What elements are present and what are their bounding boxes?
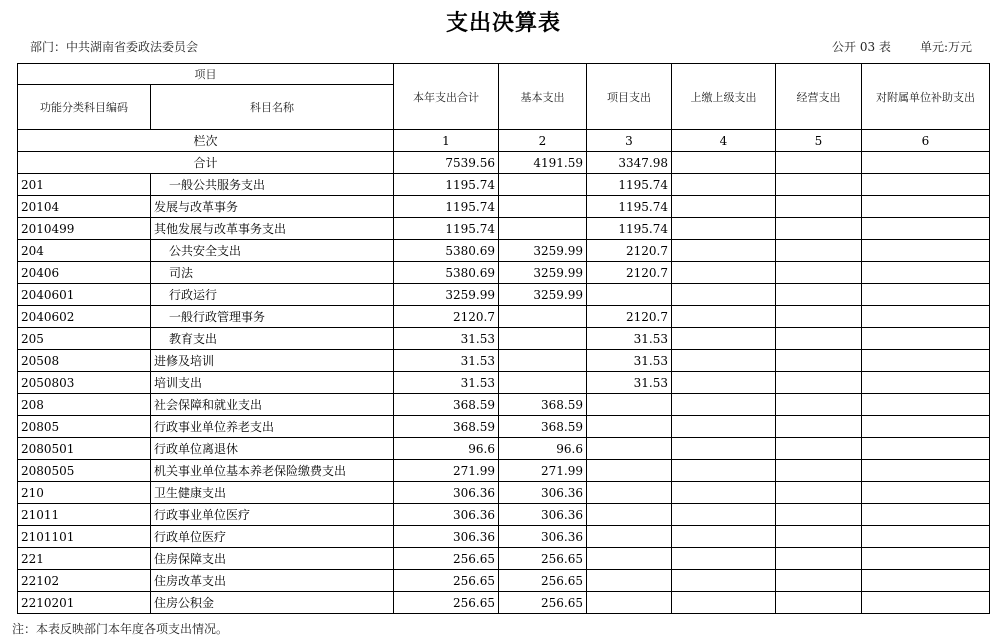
row-code: 2040601 (18, 284, 151, 306)
table-row (18, 438, 990, 460)
row-value (862, 570, 990, 592)
row-name: 进修及培训 (151, 350, 394, 372)
row-code: 2010499 (18, 218, 151, 240)
row-value (672, 262, 776, 284)
row-value (587, 570, 672, 592)
row-code: 208 (18, 394, 151, 416)
header-col-4: 上缴上级支出 (672, 64, 776, 130)
row-value: 1195.74 (587, 218, 672, 240)
row-name: 发展与改革事务 (151, 196, 394, 218)
row-value (862, 328, 990, 350)
row-value: 1195.74 (394, 218, 499, 240)
row-code: 205 (18, 328, 151, 350)
column-number: 2 (499, 130, 587, 152)
row-value (587, 548, 672, 570)
row-name: 住房公积金 (151, 592, 394, 614)
row-value: 368.59 (499, 394, 587, 416)
header-col-3: 项目支出 (587, 64, 672, 130)
header-col-5: 经营支出 (776, 64, 862, 130)
column-number: 6 (862, 130, 990, 152)
row-value (672, 394, 776, 416)
row-value (672, 416, 776, 438)
table-row (18, 570, 990, 592)
row-value: 271.99 (394, 460, 499, 482)
row-value (776, 570, 862, 592)
row-value (862, 504, 990, 526)
row-name: 行政单位离退休 (151, 438, 394, 460)
total-value (776, 152, 862, 174)
header-name: 科目名称 (151, 85, 394, 130)
row-value (499, 218, 587, 240)
row-value (862, 372, 990, 394)
row-value (776, 218, 862, 240)
table-row (18, 262, 990, 284)
row-value: 5380.69 (394, 262, 499, 284)
row-value: 1195.74 (587, 196, 672, 218)
column-number-label: 栏次 (18, 130, 394, 152)
row-value (672, 306, 776, 328)
row-name: 培训支出 (151, 372, 394, 394)
row-value: 2120.7 (587, 262, 672, 284)
row-value: 31.53 (394, 328, 499, 350)
department-label: 部门：中共湖南省委政法委员会 (30, 40, 199, 54)
total-value: 4191.59 (499, 152, 587, 174)
row-value: 1195.74 (394, 174, 499, 196)
table-row (18, 196, 990, 218)
row-value (776, 438, 862, 460)
row-value (672, 196, 776, 218)
row-value (776, 548, 862, 570)
row-value (776, 394, 862, 416)
table-row (18, 526, 990, 548)
row-value: 3259.99 (499, 284, 587, 306)
row-value (862, 416, 990, 438)
row-value: 306.36 (499, 526, 587, 548)
row-value (862, 526, 990, 548)
table-row (18, 350, 990, 372)
row-value (776, 460, 862, 482)
table-row (18, 394, 990, 416)
form-number: 公开 03 表 (832, 40, 891, 54)
row-value: 256.65 (394, 592, 499, 614)
row-value (862, 174, 990, 196)
row-value (587, 526, 672, 548)
header-col-1: 本年支出合计 (394, 64, 499, 130)
row-value: 96.6 (499, 438, 587, 460)
row-value (776, 196, 862, 218)
total-row (18, 152, 990, 174)
row-value (672, 482, 776, 504)
row-value (672, 548, 776, 570)
row-value (862, 284, 990, 306)
table-row (18, 548, 990, 570)
row-name: 行政事业单位医疗 (151, 504, 394, 526)
row-value (776, 372, 862, 394)
row-value (672, 592, 776, 614)
header-item: 项目 (18, 64, 394, 85)
table-row (18, 174, 990, 196)
row-code: 2080505 (18, 460, 151, 482)
row-value: 31.53 (587, 372, 672, 394)
row-value (862, 482, 990, 504)
row-value: 256.65 (499, 548, 587, 570)
row-value: 256.65 (394, 548, 499, 570)
table-row (18, 504, 990, 526)
row-value: 306.36 (394, 504, 499, 526)
row-value: 1195.74 (587, 174, 672, 196)
row-value (776, 504, 862, 526)
row-value (672, 372, 776, 394)
row-value (587, 482, 672, 504)
row-name: 机关事业单位基本养老保险缴费支出 (151, 460, 394, 482)
row-value (862, 592, 990, 614)
table-row (18, 416, 990, 438)
page-title: 支出决算表 (445, 11, 561, 36)
row-code: 210 (18, 482, 151, 504)
total-value: 7539.56 (394, 152, 499, 174)
row-value (672, 350, 776, 372)
total-value (862, 152, 990, 174)
row-value (672, 328, 776, 350)
row-value (499, 328, 587, 350)
column-number: 4 (672, 130, 776, 152)
row-code: 20406 (18, 262, 151, 284)
row-code: 221 (18, 548, 151, 570)
row-value: 31.53 (394, 350, 499, 372)
row-name: 行政单位医疗 (151, 526, 394, 548)
row-value (862, 350, 990, 372)
table-row (18, 592, 990, 614)
row-value (587, 504, 672, 526)
row-value (587, 416, 672, 438)
row-value: 368.59 (394, 394, 499, 416)
header-code: 功能分类科目编码 (18, 85, 151, 130)
row-name: 行政事业单位养老支出 (151, 416, 394, 438)
row-value (672, 526, 776, 548)
row-value (862, 240, 990, 262)
row-value: 2120.7 (587, 240, 672, 262)
row-name: 公共安全支出 (151, 240, 394, 262)
row-value: 31.53 (587, 328, 672, 350)
row-value (499, 174, 587, 196)
table-row (18, 284, 990, 306)
row-name: 卫生健康支出 (151, 482, 394, 504)
row-name: 行政运行 (151, 284, 394, 306)
row-value: 256.65 (499, 592, 587, 614)
row-value: 271.99 (499, 460, 587, 482)
row-value (862, 438, 990, 460)
row-name: 住房保障支出 (151, 548, 394, 570)
footnote: 注：本表反映部门本年度各项支出情况。 (12, 622, 229, 636)
header-col-6: 对附属单位补助支出 (862, 64, 990, 130)
table-row (18, 240, 990, 262)
row-value (862, 548, 990, 570)
row-value: 368.59 (394, 416, 499, 438)
row-value (862, 262, 990, 284)
row-code: 20508 (18, 350, 151, 372)
row-value (587, 284, 672, 306)
row-value (672, 174, 776, 196)
row-value: 368.59 (499, 416, 587, 438)
row-code: 2210201 (18, 592, 151, 614)
row-value: 3259.99 (499, 240, 587, 262)
row-value (587, 592, 672, 614)
row-code: 21011 (18, 504, 151, 526)
row-value: 306.36 (499, 504, 587, 526)
row-value (862, 460, 990, 482)
row-code: 204 (18, 240, 151, 262)
total-label: 合计 (18, 152, 394, 174)
row-value: 3259.99 (394, 284, 499, 306)
column-number: 1 (394, 130, 499, 152)
header-col-2: 基本支出 (499, 64, 587, 130)
table-row (18, 482, 990, 504)
row-value (587, 438, 672, 460)
total-value (672, 152, 776, 174)
row-value (776, 416, 862, 438)
row-code: 22102 (18, 570, 151, 592)
row-name: 社会保障和就业支出 (151, 394, 394, 416)
row-name: 司法 (151, 262, 394, 284)
column-number-row (18, 130, 990, 152)
row-value: 1195.74 (394, 196, 499, 218)
row-value (776, 262, 862, 284)
row-name: 一般行政管理事务 (151, 306, 394, 328)
row-value (587, 460, 672, 482)
total-value: 3347.98 (587, 152, 672, 174)
row-code: 201 (18, 174, 151, 196)
row-value: 2120.7 (587, 306, 672, 328)
row-value: 96.6 (394, 438, 499, 460)
row-value (672, 570, 776, 592)
table-row (18, 306, 990, 328)
row-name: 住房改革支出 (151, 570, 394, 592)
row-value (776, 306, 862, 328)
row-value (862, 196, 990, 218)
row-value: 31.53 (587, 350, 672, 372)
row-name: 教育支出 (151, 328, 394, 350)
row-value (499, 372, 587, 394)
row-value (862, 218, 990, 240)
row-value (776, 526, 862, 548)
row-value (862, 394, 990, 416)
row-value (672, 460, 776, 482)
row-value (672, 438, 776, 460)
row-value: 306.36 (394, 482, 499, 504)
row-code: 2050803 (18, 372, 151, 394)
row-value (776, 328, 862, 350)
row-value (776, 284, 862, 306)
row-code: 2040602 (18, 306, 151, 328)
row-value (672, 240, 776, 262)
row-name: 一般公共服务支出 (151, 174, 394, 196)
row-value (776, 350, 862, 372)
row-value (499, 196, 587, 218)
row-value (776, 482, 862, 504)
row-value (672, 218, 776, 240)
row-value (672, 284, 776, 306)
row-value (499, 306, 587, 328)
row-value (499, 350, 587, 372)
row-value: 306.36 (394, 526, 499, 548)
unit-label: 单元:万元 (920, 40, 973, 54)
row-code: 2080501 (18, 438, 151, 460)
row-value (672, 504, 776, 526)
table-row (18, 328, 990, 350)
row-value: 256.65 (394, 570, 499, 592)
row-value: 31.53 (394, 372, 499, 394)
row-value: 2120.7 (394, 306, 499, 328)
row-value: 306.36 (499, 482, 587, 504)
table-row (18, 218, 990, 240)
row-value: 5380.69 (394, 240, 499, 262)
row-value (862, 306, 990, 328)
row-value (587, 394, 672, 416)
row-value (776, 592, 862, 614)
row-code: 20104 (18, 196, 151, 218)
row-value (776, 240, 862, 262)
row-value: 3259.99 (499, 262, 587, 284)
row-code: 2101101 (18, 526, 151, 548)
row-value (776, 174, 862, 196)
expenditure-table (17, 63, 990, 614)
row-code: 20805 (18, 416, 151, 438)
column-number: 3 (587, 130, 672, 152)
column-number: 5 (776, 130, 862, 152)
row-name: 其他发展与改革事务支出 (151, 218, 394, 240)
table-row (18, 460, 990, 482)
row-value: 256.65 (499, 570, 587, 592)
table-row (18, 372, 990, 394)
